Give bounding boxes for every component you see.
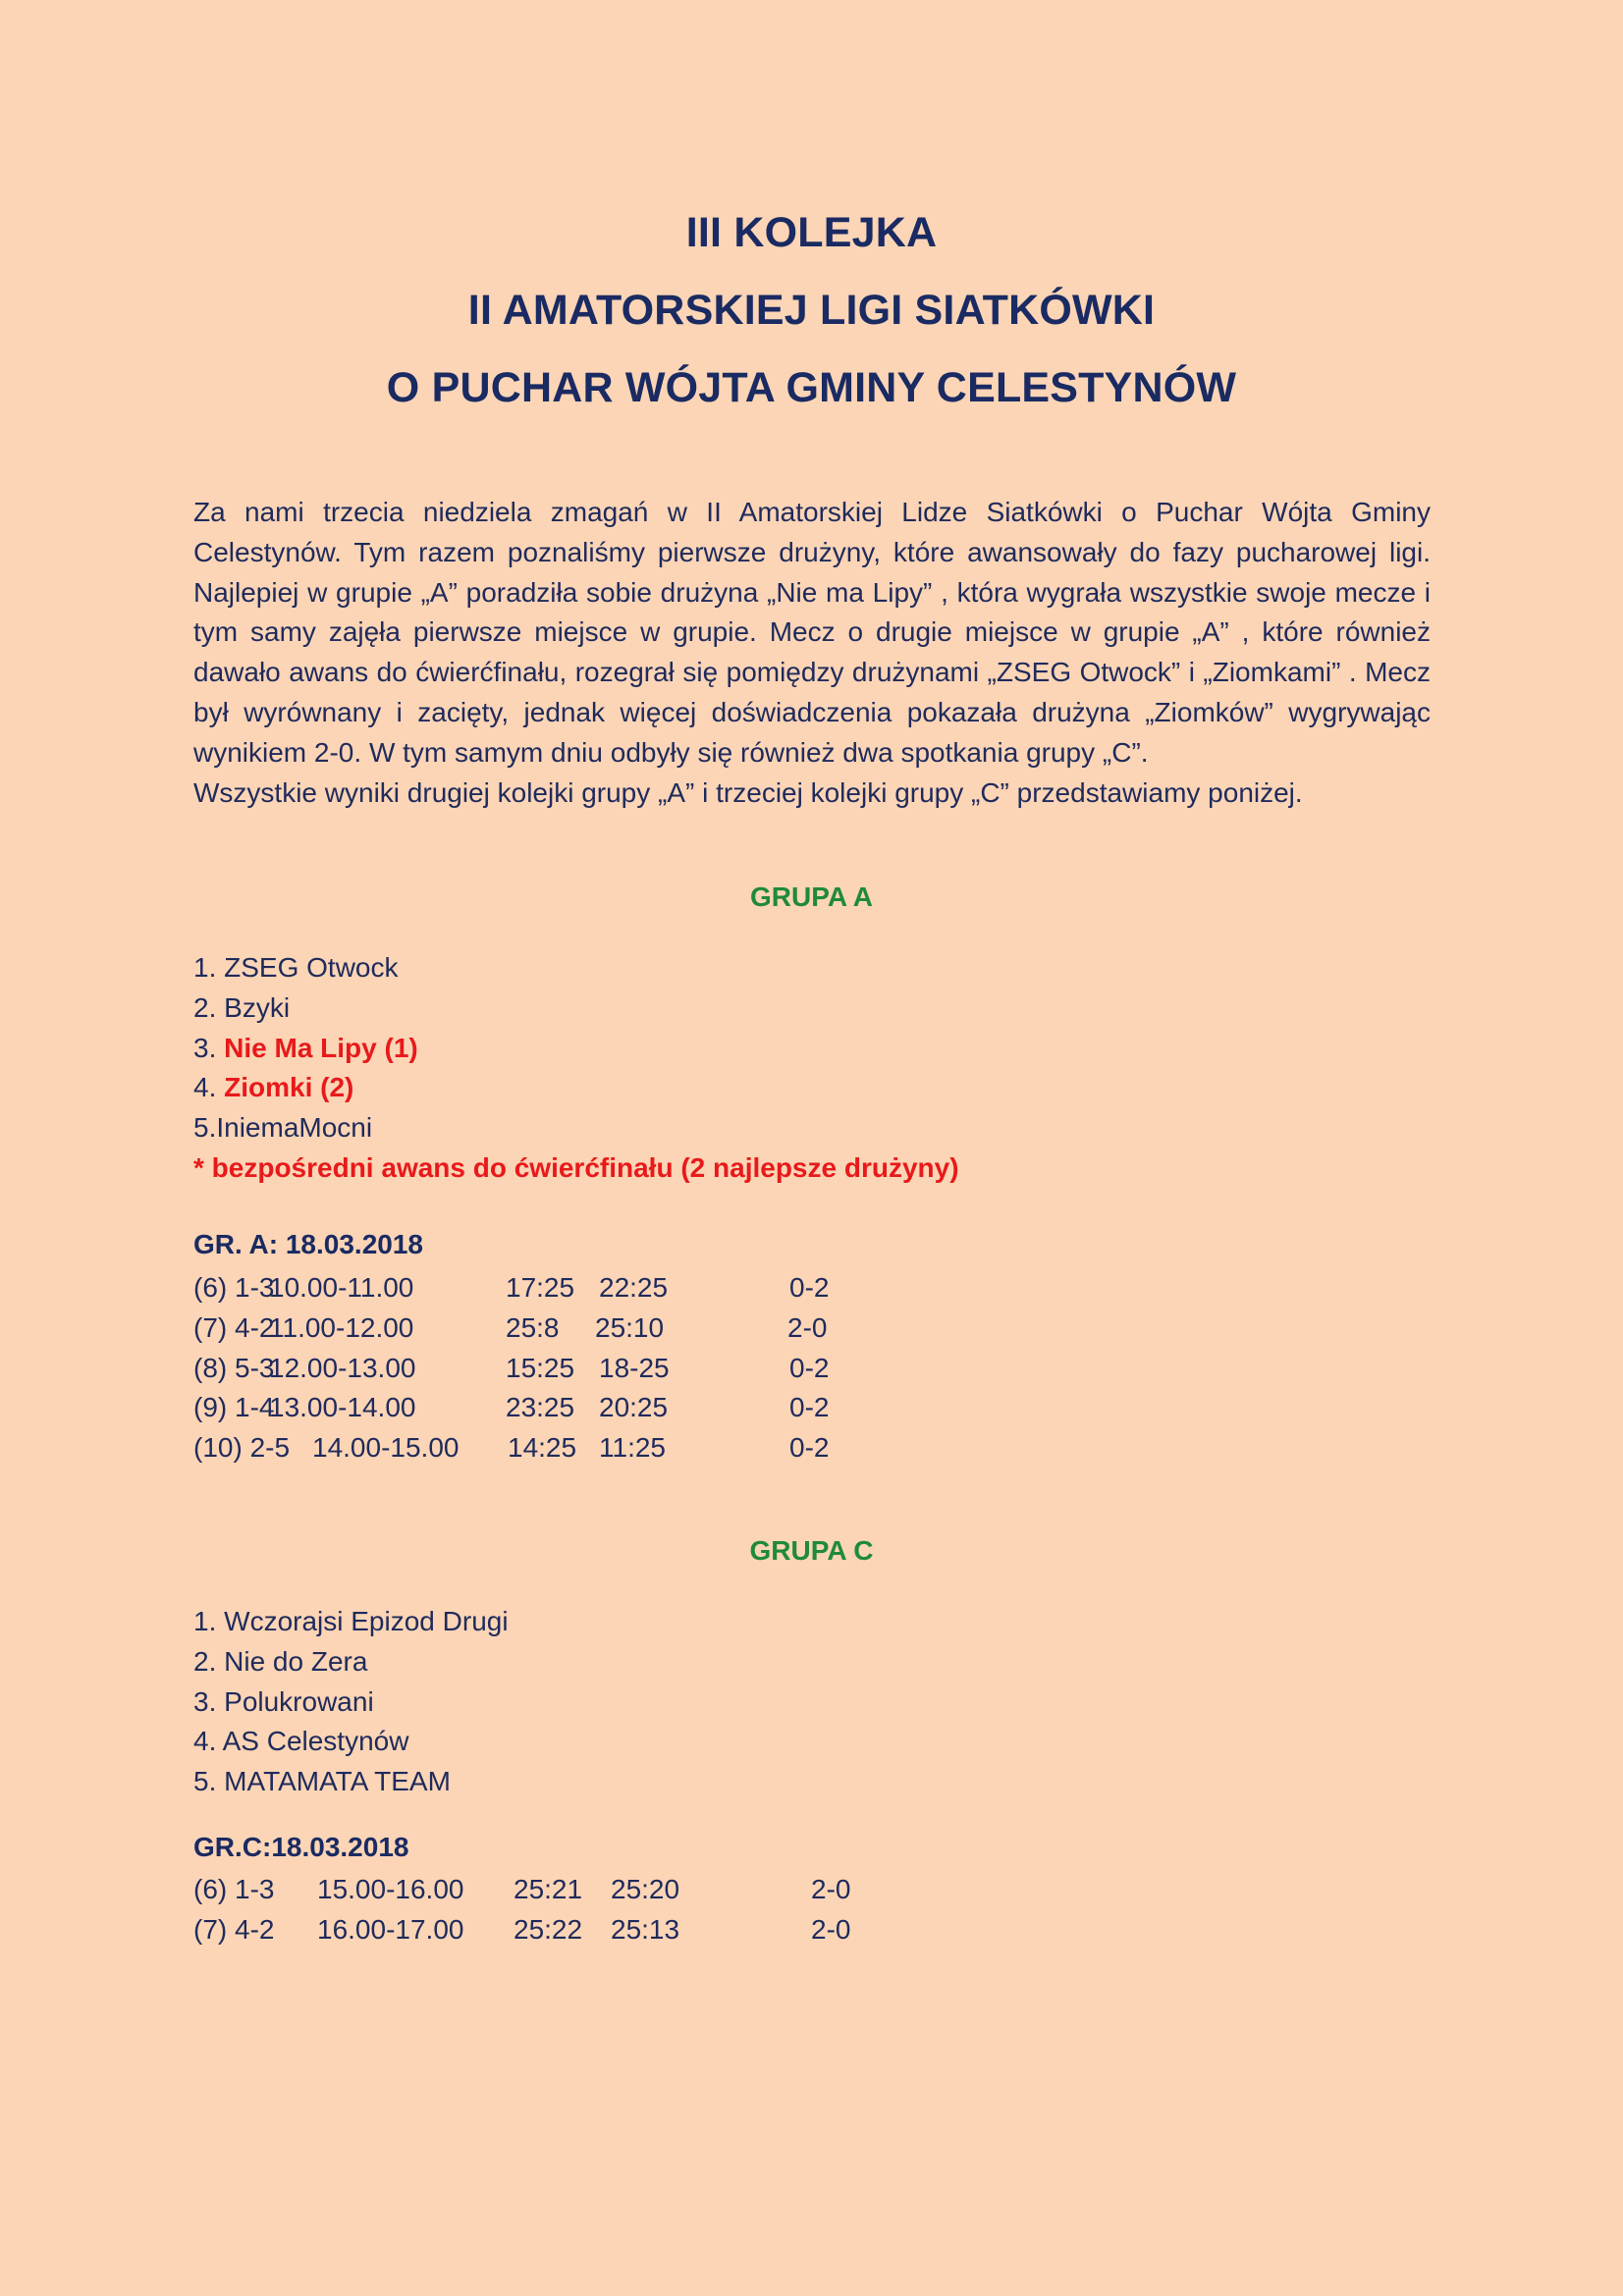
team-number: 1. xyxy=(193,952,225,983)
list-item xyxy=(193,1602,509,1642)
match-set2: 25:10 xyxy=(595,1311,665,1343)
match-set2: 22:25 xyxy=(599,1272,669,1303)
group-c-heading: GRUPA C xyxy=(749,1535,874,1566)
intro-paragraph: Za nami trzecia niedziela zmagań w II Amatorskiej Lidze Siatkówki o Puchar Wójta Gminy Celestynów. Tym razem poznaliśmy pierwsze drużyny, które awansowały do fazy pucharowej ligi. Najlepiej w grupie „A” poradziła sobie drużyna „Nie ma Lipy” , która wygrała wszystkie swoje mecze i tym samy zajęła pierwsze miejsce w grupie. Mecz o drugie miejsce w grupie „A” , które również dawało awans do ćwierćfinału, rozegrał się pomiędzy drużynami „ZSEG Otwock” i „Ziomkami” . Mecz był wyrównany i zacięty, jednak więcej doświadczenia pokazała drużyna „Ziomków” wygrywając wynikiem 2-0. W tym samym dniu odbyły się również dwa spotkania grupy „C”. xyxy=(193,497,1431,768)
match-id: (7) 4-2 xyxy=(193,1311,275,1343)
match-set1: 15:25 xyxy=(506,1352,575,1383)
team-name: AS Celestynów xyxy=(222,1726,409,1757)
list-item xyxy=(193,948,959,988)
team-name: Bzyki xyxy=(224,991,291,1023)
list-item xyxy=(193,1642,509,1682)
list-item xyxy=(193,1722,509,1762)
team-number: 5. xyxy=(193,1112,217,1144)
team-name-qualified: Nie Ma Lipy (1) xyxy=(224,1032,418,1063)
team-name: Polukrowani xyxy=(224,1685,374,1717)
list-item xyxy=(193,988,959,1029)
document-title xyxy=(0,194,1623,427)
list-item xyxy=(193,1762,509,1802)
team-name: MATAMATA TEAM xyxy=(224,1766,451,1797)
match-id: (6) 1-3 xyxy=(193,1272,275,1303)
intro-last-line: Wszystkie wyniki drugiej kolejki grupy „A” i trzeciej kolejki grupy „C” przedstawiamy poniżej. xyxy=(193,776,1303,808)
group-c-team-list xyxy=(193,1602,509,1802)
match-id: (6) 1-3 xyxy=(193,1874,275,1904)
match-time: 15.00-16.00 xyxy=(317,1874,464,1904)
match-set2: 25:13 xyxy=(611,1913,680,1945)
match-set2: 25:20 xyxy=(611,1874,680,1904)
match-set1: 25:22 xyxy=(514,1913,583,1945)
match-id: (8) 5-3 xyxy=(193,1352,275,1383)
list-item xyxy=(193,1029,959,1069)
title-line-2: II AMATORSKIEJ LIGI SIATKÓWKI xyxy=(467,287,1156,334)
match-set2: 11:25 xyxy=(599,1432,666,1464)
team-number: 5. xyxy=(193,1766,225,1797)
list-item xyxy=(193,1068,959,1108)
match-result: 2-0 xyxy=(811,1874,851,1904)
match-result: 2-0 xyxy=(787,1311,828,1343)
team-name-qualified: Ziomki (2) xyxy=(224,1072,354,1103)
match-time: 10.00-11.00 xyxy=(269,1272,414,1303)
team-number: 2. xyxy=(193,1645,225,1677)
match-set2: 20:25 xyxy=(599,1392,669,1423)
match-time: 14.00-15.00 xyxy=(312,1432,460,1464)
title-line-3: O PUCHAR WÓJTA GMINY CELESTYNÓW xyxy=(386,364,1237,411)
match-time: 16.00-17.00 xyxy=(317,1913,464,1945)
match-set1: 17:25 xyxy=(506,1272,575,1303)
match-time: 13.00-14.00 xyxy=(269,1392,416,1423)
group-a-heading: GRUPA A xyxy=(750,881,873,912)
group-c-schedule-title: GR.C:18.03.2018 xyxy=(193,1832,409,1862)
match-set1: 23:25 xyxy=(506,1392,575,1423)
list-item xyxy=(193,1108,959,1148)
title-line-1: III KOLEJKA xyxy=(685,209,938,256)
team-number: 4. xyxy=(193,1072,225,1103)
intro-text xyxy=(193,493,1431,813)
team-name: ZSEG Otwock xyxy=(224,952,399,983)
team-number: 3. xyxy=(193,1685,225,1717)
match-result: 0-2 xyxy=(789,1272,830,1303)
match-id: (10) 2-5 xyxy=(193,1432,291,1464)
match-result: 0-2 xyxy=(789,1392,830,1423)
team-number: 1. xyxy=(193,1606,225,1636)
list-item xyxy=(193,1682,509,1723)
team-number: 4. xyxy=(193,1726,223,1757)
qualification-note: * bezpośredni awans do ćwierćfinału (2 najlepsze drużyny) xyxy=(193,1151,959,1183)
team-name: Nie do Zera xyxy=(224,1645,368,1677)
match-set2: 18-25 xyxy=(599,1352,670,1383)
team-name: IniemaMocni xyxy=(216,1112,373,1144)
match-set1: 25:8 xyxy=(506,1311,560,1343)
match-id: (9) 1-4 xyxy=(193,1392,275,1423)
match-set1: 14:25 xyxy=(508,1432,577,1464)
team-number: 3. xyxy=(193,1032,225,1063)
group-a-team-list xyxy=(193,948,959,1189)
match-id: (7) 4-2 xyxy=(193,1913,275,1945)
match-time: 12.00-13.00 xyxy=(269,1352,416,1383)
group-a-schedule-title: GR. A: 18.03.2018 xyxy=(193,1229,423,1259)
team-number: 2. xyxy=(193,991,225,1023)
match-result: 2-0 xyxy=(811,1913,851,1945)
match-time: 11.00-12.00 xyxy=(269,1311,414,1343)
match-result: 0-2 xyxy=(789,1352,830,1383)
match-set1: 25:21 xyxy=(514,1874,583,1904)
team-name: Wczorajsi Epizod Drugi xyxy=(224,1606,509,1636)
match-result: 0-2 xyxy=(789,1432,830,1464)
